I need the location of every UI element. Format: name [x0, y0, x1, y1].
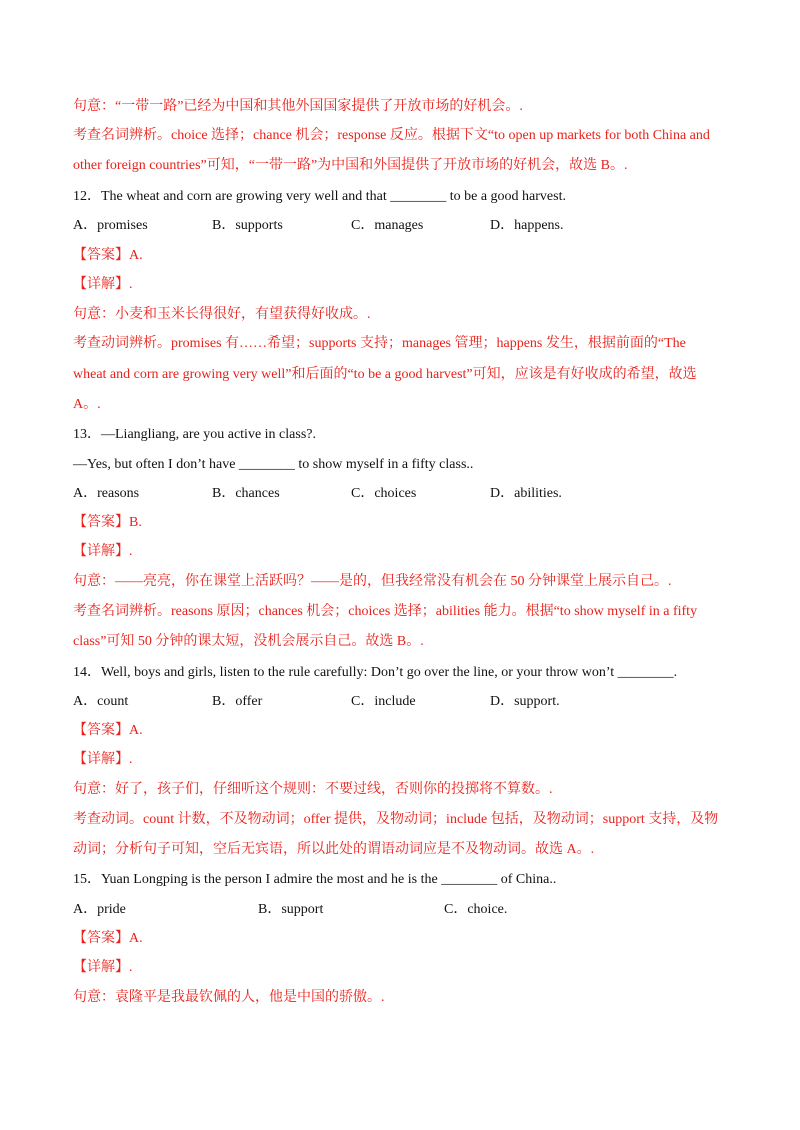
q15-option-b: B．support — [258, 902, 324, 917]
q13-answer: 【答案】B. — [73, 515, 142, 530]
q13-detail-label: 【详解】. — [73, 544, 133, 559]
q14-option-c: C．include — [351, 694, 416, 709]
q11-analysis-line-2: other foreign countries”可知，“一带一路”为中国和外国提供了开放市场的好机会，故选 B。. — [73, 158, 628, 173]
q15-option-a: A．pride — [73, 902, 126, 917]
q12-analysis-line-3: A。. — [73, 397, 101, 412]
q14-meaning: 句意：好了，孩子们，仔细听这个规则：不要过线，否则你的投掷将不算数。. — [73, 782, 553, 797]
q12-analysis-line-1: 考查动词辨析。promises 有……希望；supports 支持；manages 管理；happens 发生，根据前面的“The — [73, 336, 686, 351]
q12-options — [73, 216, 730, 236]
q13-option-d: D．abilities. — [490, 486, 562, 501]
q13-options — [73, 484, 730, 504]
q13-stem: 13．—Liangliang, are you active in class?. — [73, 427, 316, 442]
q15-options — [73, 900, 730, 920]
q14-option-a: A．count — [73, 694, 129, 709]
q13-option-b: B．chances — [212, 486, 280, 501]
q14-option-d: D．support. — [490, 694, 560, 709]
q13-analysis-line-2: class”可知 50 分钟的课太短，没机会展示自己。故选 B。. — [73, 634, 424, 649]
q13-option-c: C．choices — [351, 486, 417, 501]
q12-analysis-line-2: wheat and corn are growing very well”和后面的“to be a good harvest”可知，应该是有好收成的希望，故选 — [73, 367, 697, 382]
q15-answer: 【答案】A. — [73, 931, 143, 946]
q15-detail-label: 【详解】. — [73, 960, 133, 975]
q14-stem: 14．Well, boys and girls, listen to the rule carefully: Don’t go over the line, or your throw won’t ________. — [73, 665, 678, 680]
q14-options — [73, 692, 730, 712]
q12-detail-label: 【详解】. — [73, 277, 133, 292]
q12-option-d: D．happens. — [490, 218, 564, 233]
q14-detail-label: 【详解】. — [73, 752, 133, 767]
q14-analysis-line-1: 考查动词。count 计数，不及物动词；offer 提供，及物动词；include 包括，及物动词；support 支持，及物 — [73, 812, 719, 827]
q14-answer: 【答案】A. — [73, 723, 143, 738]
q14-option-b: B．offer — [212, 694, 263, 709]
q15-option-c: C．choice. — [444, 902, 508, 917]
q13-option-a: A．reasons — [73, 486, 140, 501]
q11-meaning: 句意：“一带一路”已经为中国和其他外国国家提供了开放市场的好机会。. — [73, 99, 523, 114]
q13-analysis-line-1: 考查名词辨析。reasons 原因；chances 机会；choices 选择；abilities 能力。根据“to show myself in a fifty — [73, 604, 698, 619]
q15-meaning: 句意：袁隆平是我最钦佩的人，他是中国的骄傲。. — [73, 990, 385, 1005]
q13-stem-line-2: —Yes, but often I don’t have ________ to show myself in a fifty class.. — [73, 457, 474, 472]
q15-stem: 15．Yuan Longping is the person I admire the most and he is the ________ of China.. — [73, 872, 557, 887]
q12-option-a: A．promises — [73, 218, 148, 233]
q12-answer: 【答案】A. — [73, 248, 143, 263]
q12-meaning: 句意：小麦和玉米长得很好，有望获得好收成。. — [73, 307, 371, 322]
q12-option-c: C．manages — [351, 218, 424, 233]
q12-option-b: B．supports — [212, 218, 283, 233]
q13-meaning: 句意：——亮亮，你在课堂上活跃吗？——是的，但我经常没有机会在 50 分钟课堂上展示自己。. — [73, 574, 672, 589]
q14-analysis-line-2: 动词；分析句子可知，空后无宾语，所以此处的谓语动词应是不及物动词。故选 A。. — [73, 842, 595, 857]
q12-stem: 12．The wheat and corn are growing very well and that ________ to be a good harvest. — [73, 189, 566, 204]
q11-analysis-line-1: 考查名词辨析。choice 选择；chance 机会；response 反应。根据下文“to open up markets for both China and — [73, 128, 710, 143]
